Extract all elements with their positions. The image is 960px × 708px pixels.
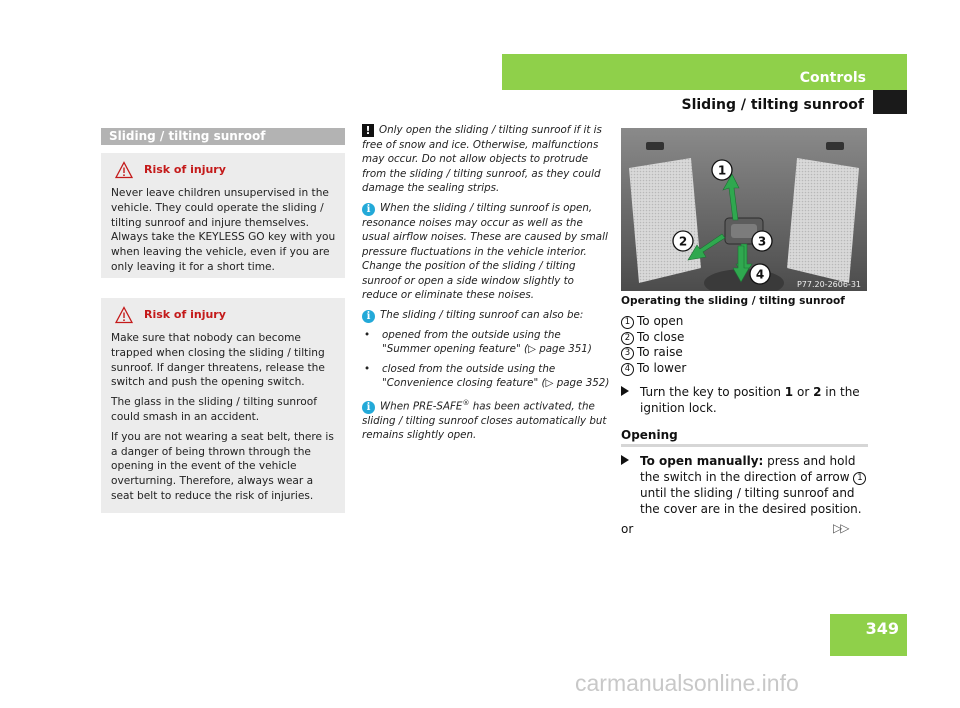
- page-title: Sliding / tilting sunroof: [681, 97, 864, 113]
- step-arrow-icon: [621, 455, 629, 465]
- sunroof-switch-illustration: [621, 128, 867, 291]
- info-note: i When the sliding / tilting sunroof is open, resonance noises may occur as well as the usual airflow noises. These are caused by small pressure fluctuations in the vehicle interior. Change the position of the sliding / tilting sunroof or open a side window slightly to reduce or eliminate these noises.: [362, 201, 608, 301]
- photo-caption: Operating the sliding / tilting sunroof: [621, 295, 845, 307]
- warning-box-children: [101, 153, 345, 278]
- instruction-step-ignition: Turn the key to position 1 or 2 in the ignition lock.: [621, 384, 871, 416]
- legend-item: 3 To raise: [621, 345, 686, 361]
- subheading-opening: Opening: [621, 428, 678, 442]
- photo-label-4: 4: [755, 267, 765, 282]
- caution-note: ! Only open the sliding / tilting sunroof if it is free of snow and ice. Otherwise, malfunctions may occur. Do not allow objects to protrude from the sliding / tilting sunroof, as they could damage the sealing strips.: [362, 124, 602, 194]
- warning-triangle-icon: [115, 306, 133, 324]
- warning-body: Make sure that nobody can become trapped when closing the sliding / tilting sunroof. If danger threatens, release the switch and push the opening switch. The glass in the sliding / tilting sunroof could smash in an accident. If you are not wearing a seat belt, there is a danger of being thrown through the opening in the event of the vehicle overturning. Therefore, always wear a seat belt to reduce the risk of injuries.: [111, 332, 334, 502]
- page-number: 349: [865, 619, 899, 638]
- notes-column: [362, 123, 610, 448]
- header-marker: [873, 90, 907, 114]
- info-note: i When PRE-SAFE® has been activated, the sliding / tilting sunroof closes automatically but remains slightly open.: [362, 398, 607, 442]
- exclamation-icon: !: [362, 124, 374, 137]
- list-item: • opened from the outside using the "Summer opening feature" (▷ page 351): [362, 328, 610, 357]
- step-arrow-icon: [621, 386, 629, 396]
- subheading-rule: [621, 444, 868, 447]
- photo-code: P77.20-2606-31: [796, 280, 861, 289]
- photo-label-2: 2: [678, 234, 688, 249]
- section-name: Controls: [799, 70, 866, 86]
- info-note: i The sliding / tilting sunroof can also be:: [362, 308, 610, 323]
- warning-box-trapping: [101, 298, 345, 513]
- instruction-step-open-manually: To open manually: press and hold the switch in the direction of arrow 1 until the sliding / tilting sunroof and the cover are in the desired position.: [621, 453, 871, 517]
- legend-list: [621, 314, 686, 377]
- continued-arrows-icon: ▷▷: [833, 521, 848, 535]
- sunroof-switch-photo: [621, 128, 867, 291]
- warning-title: Risk of injury: [144, 308, 226, 321]
- list-item: • closed from the outside using the "Convenience closing feature" (▷ page 352): [362, 362, 610, 391]
- watermark: carmanualsonline.info: [575, 670, 799, 696]
- warning-body: Never leave children unsupervised in the vehicle. They could operate the sliding / tilting sunroof and injure themselves. Always take the KEYLESS GO key with you when leaving the vehicle, even if you are only leaving it for a short time.: [111, 187, 336, 273]
- warning-triangle-icon: [115, 161, 133, 179]
- legend-item: 2 To close: [621, 330, 686, 346]
- warning-title: Risk of injury: [144, 163, 226, 176]
- section-title: Sliding / tilting sunroof: [109, 129, 266, 143]
- info-icon: i: [362, 310, 375, 323]
- info-icon: i: [362, 401, 375, 414]
- legend-item: 4 To lower: [621, 361, 686, 377]
- info-icon: i: [362, 203, 375, 216]
- or-text: or: [621, 522, 634, 536]
- photo-label-1: 1: [717, 163, 727, 178]
- legend-item: 1 To open: [621, 314, 686, 330]
- photo-label-3: 3: [757, 234, 767, 249]
- section-title-bar: [101, 128, 345, 145]
